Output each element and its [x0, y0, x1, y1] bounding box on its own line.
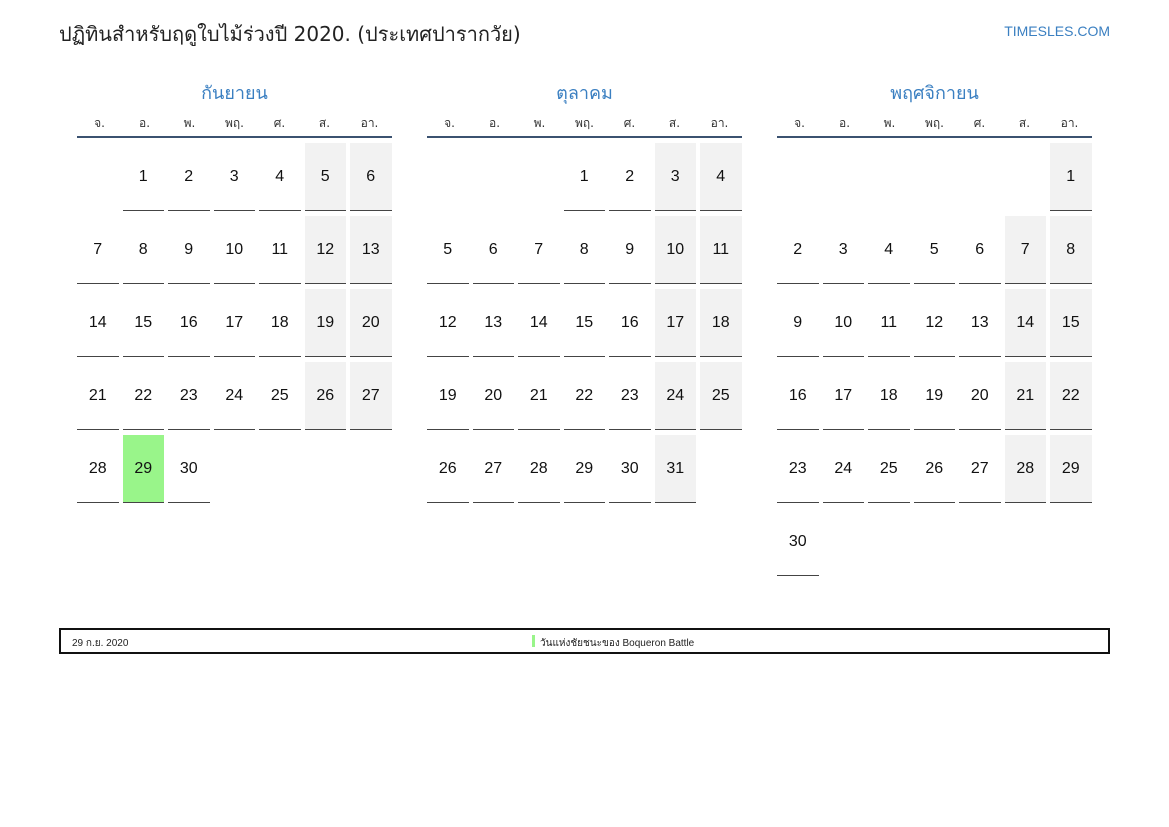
day-cell[interactable]: 18 — [868, 362, 910, 430]
day-cell[interactable]: 2 — [777, 216, 819, 284]
day-cell[interactable]: 28 — [1005, 435, 1047, 503]
empty-cell — [1005, 143, 1047, 211]
day-cell[interactable]: 19 — [305, 289, 347, 357]
day-cell[interactable]: 15 — [123, 289, 165, 357]
day-cell[interactable]: 6 — [350, 143, 392, 211]
empty-cell — [777, 143, 819, 211]
day-grid — [777, 143, 1092, 576]
site-link[interactable]: TIMESLES.COM — [1004, 23, 1110, 39]
day-cell[interactable]: 20 — [350, 289, 392, 357]
day-cell[interactable]: 3 — [823, 216, 865, 284]
day-cell[interactable]: 23 — [777, 435, 819, 503]
day-cell[interactable]: 10 — [823, 289, 865, 357]
day-cell[interactable]: 21 — [518, 362, 560, 430]
day-cell[interactable]: 28 — [77, 435, 119, 503]
day-cell[interactable]: 20 — [473, 362, 515, 430]
day-cell[interactable]: 16 — [168, 289, 210, 357]
day-cell[interactable]: 26 — [914, 435, 956, 503]
day-cell[interactable]: 7 — [518, 216, 560, 284]
weekday-label: อา. — [360, 116, 379, 130]
day-cell[interactable]: 11 — [868, 289, 910, 357]
day-cell[interactable]: 24 — [655, 362, 697, 430]
day-cell[interactable]: 11 — [700, 216, 742, 284]
weekday-label: อา. — [1060, 116, 1079, 130]
day-cell[interactable]: 27 — [959, 435, 1001, 503]
day-cell[interactable]: 30 — [168, 435, 210, 503]
day-cell[interactable]: 23 — [609, 362, 651, 430]
day-cell[interactable]: 17 — [823, 362, 865, 430]
day-cell[interactable]: 28 — [518, 435, 560, 503]
day-cell[interactable]: 5 — [305, 143, 347, 211]
weekday-label: จ. — [444, 116, 455, 130]
day-cell[interactable]: 3 — [655, 143, 697, 211]
holiday-legend — [59, 628, 1110, 654]
day-cell[interactable]: 19 — [914, 362, 956, 430]
day-cell[interactable]: 14 — [518, 289, 560, 357]
day-cell[interactable]: 8 — [564, 216, 606, 284]
weekday-label: อ. — [488, 116, 501, 130]
day-cell[interactable]: 5 — [427, 216, 469, 284]
legend-description: วันแห่งชัยชนะของ Boqueron Battle — [540, 638, 695, 649]
day-cell[interactable]: 13 — [959, 289, 1001, 357]
day-cell[interactable]: 24 — [823, 435, 865, 503]
month-september — [77, 80, 392, 503]
weekday-header — [77, 108, 392, 138]
weekday-label: จ. — [794, 116, 805, 130]
day-cell[interactable]: 4 — [700, 143, 742, 211]
day-cell[interactable]: 18 — [700, 289, 742, 357]
day-cell[interactable]: 17 — [214, 289, 256, 357]
weekday-label: พ. — [883, 116, 896, 130]
month-november — [777, 80, 1092, 576]
day-cell[interactable]: 7 — [77, 216, 119, 284]
day-cell[interactable]: 9 — [168, 216, 210, 284]
day-cell[interactable]: 9 — [609, 216, 651, 284]
weekday-label: พฤ. — [925, 116, 944, 130]
day-cell[interactable]: 4 — [868, 216, 910, 284]
empty-cell — [518, 143, 560, 211]
day-cell[interactable]: 30 — [777, 508, 819, 576]
day-cell[interactable]: 2 — [609, 143, 651, 211]
day-cell[interactable]: 22 — [564, 362, 606, 430]
weekday-header — [777, 108, 1092, 138]
day-cell[interactable]: 13 — [350, 216, 392, 284]
day-cell[interactable]: 9 — [777, 289, 819, 357]
day-cell[interactable]: 29 — [564, 435, 606, 503]
day-cell[interactable]: 7 — [1005, 216, 1047, 284]
day-cell[interactable]: 14 — [1005, 289, 1047, 357]
empty-cell — [823, 143, 865, 211]
day-cell[interactable]: 21 — [77, 362, 119, 430]
day-cell[interactable]: 10 — [655, 216, 697, 284]
day-cell[interactable]: 30 — [609, 435, 651, 503]
day-cell[interactable]: 13 — [473, 289, 515, 357]
holiday-day-cell[interactable]: 29 — [123, 435, 165, 503]
day-cell[interactable]: 15 — [1050, 289, 1092, 357]
page-title: ปฏิทินสำหรับฤดูใบไม้ร่วงปี 2020. (ประเทศปารากวัย) — [59, 22, 521, 46]
day-cell[interactable]: 27 — [473, 435, 515, 503]
day-cell[interactable]: 15 — [564, 289, 606, 357]
weekday-label: พฤ. — [575, 116, 594, 130]
day-cell[interactable]: 26 — [427, 435, 469, 503]
day-cell[interactable]: 24 — [214, 362, 256, 430]
weekday-label: จ. — [94, 116, 105, 130]
empty-cell — [77, 143, 119, 211]
weekday-label: ส. — [318, 116, 331, 130]
day-cell[interactable]: 3 — [214, 143, 256, 211]
day-cell[interactable]: 8 — [123, 216, 165, 284]
day-cell[interactable]: 12 — [427, 289, 469, 357]
day-cell[interactable]: 25 — [868, 435, 910, 503]
day-cell[interactable]: 19 — [427, 362, 469, 430]
weekday-label: ศ. — [973, 116, 986, 130]
day-cell[interactable]: 12 — [305, 216, 347, 284]
month-name: พฤศจิกายน — [890, 83, 979, 104]
month-name: ตุลาคม — [556, 83, 613, 104]
day-cell[interactable]: 12 — [914, 289, 956, 357]
weekday-label: ศ. — [273, 116, 286, 130]
weekday-label: ส. — [668, 116, 681, 130]
day-grid — [427, 143, 742, 503]
weekday-header — [427, 108, 742, 138]
weekday-label: ศ. — [623, 116, 636, 130]
empty-cell — [914, 143, 956, 211]
day-cell[interactable]: 20 — [959, 362, 1001, 430]
empty-cell — [959, 143, 1001, 211]
month-october — [427, 80, 742, 503]
holiday-color-marker — [532, 635, 535, 647]
month-name: กันยายน — [201, 83, 268, 104]
day-cell[interactable]: 1 — [123, 143, 165, 211]
weekday-label: พ. — [533, 116, 546, 130]
empty-cell — [473, 143, 515, 211]
day-cell[interactable]: 29 — [1050, 435, 1092, 503]
day-cell[interactable]: 25 — [259, 362, 301, 430]
day-cell[interactable]: 1 — [1050, 143, 1092, 211]
day-cell[interactable]: 5 — [914, 216, 956, 284]
day-cell[interactable]: 1 — [564, 143, 606, 211]
day-cell[interactable]: 10 — [214, 216, 256, 284]
day-cell[interactable]: 6 — [473, 216, 515, 284]
day-cell[interactable]: 23 — [168, 362, 210, 430]
day-cell[interactable]: 11 — [259, 216, 301, 284]
day-cell[interactable]: 18 — [259, 289, 301, 357]
day-cell[interactable]: 21 — [1005, 362, 1047, 430]
weekday-label: อ. — [138, 116, 151, 130]
day-cell[interactable]: 16 — [609, 289, 651, 357]
legend-date: 29 ก.ย. 2020 — [72, 638, 129, 649]
weekday-label: อ. — [838, 116, 851, 130]
weekday-label: พ. — [183, 116, 196, 130]
empty-cell — [427, 143, 469, 211]
day-cell[interactable]: 2 — [168, 143, 210, 211]
weekday-label: ส. — [1018, 116, 1031, 130]
day-cell[interactable]: 17 — [655, 289, 697, 357]
weekday-label: พฤ. — [225, 116, 244, 130]
day-cell[interactable]: 16 — [777, 362, 819, 430]
empty-cell — [868, 143, 910, 211]
day-cell[interactable]: 8 — [1050, 216, 1092, 284]
weekday-label: อา. — [710, 116, 729, 130]
day-grid — [77, 143, 392, 503]
day-cell[interactable]: 14 — [77, 289, 119, 357]
day-cell[interactable]: 22 — [123, 362, 165, 430]
day-cell[interactable]: 22 — [1050, 362, 1092, 430]
day-cell[interactable]: 26 — [305, 362, 347, 430]
day-cell[interactable]: 31 — [655, 435, 697, 503]
day-cell[interactable]: 6 — [959, 216, 1001, 284]
day-cell[interactable]: 27 — [350, 362, 392, 430]
day-cell[interactable]: 4 — [259, 143, 301, 211]
day-cell[interactable]: 25 — [700, 362, 742, 430]
